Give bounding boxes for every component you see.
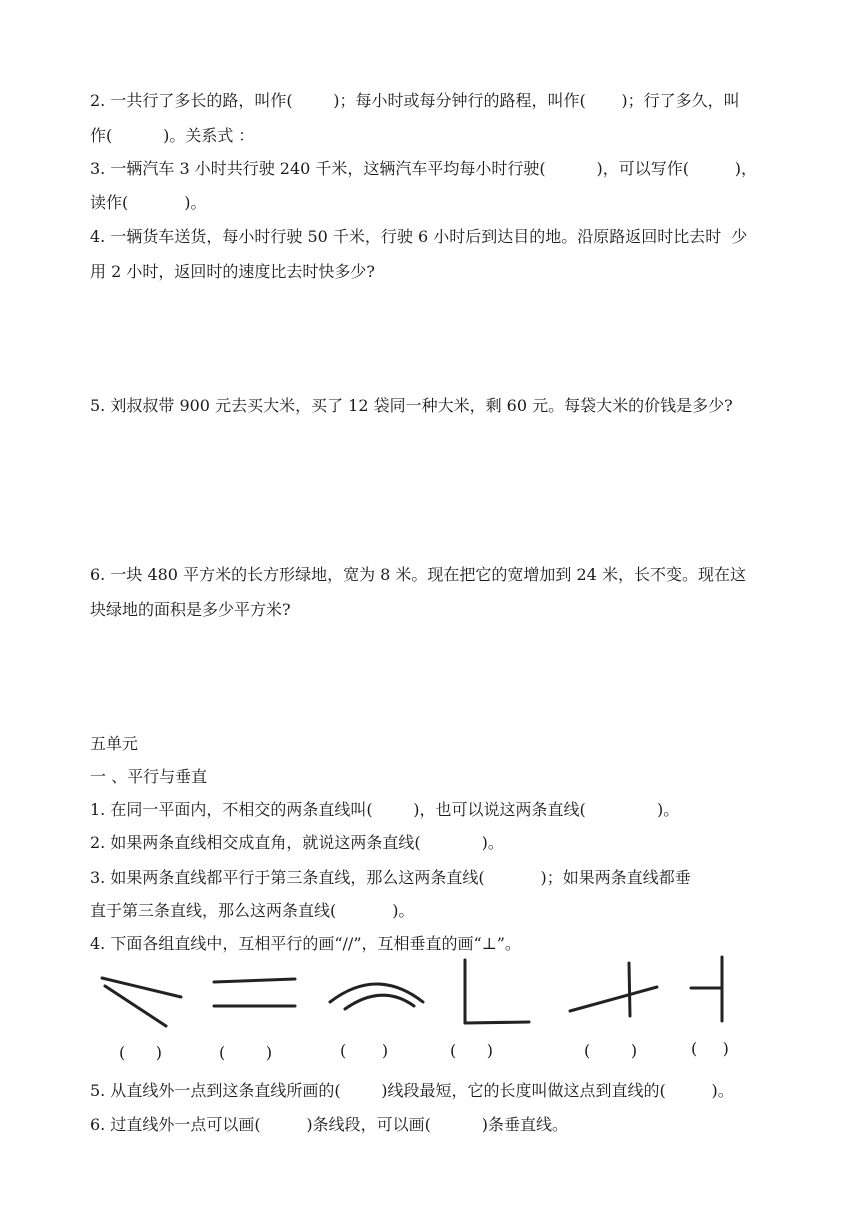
fig2-line-a	[214, 979, 295, 982]
answer-blank-6[interactable]: ( )	[691, 1039, 729, 1058]
q2-line1: 2. 一共行了多长的路，叫作( )；每小时或每分钟行的路程，叫作( )；行了多久，叫	[90, 91, 740, 110]
answer-blank-3[interactable]: ( )	[340, 1041, 389, 1060]
answer-blank-5[interactable]: ( )	[584, 1041, 638, 1060]
fig3-arc-b	[345, 995, 414, 1009]
q3-line2: 读作( )。	[90, 193, 207, 212]
answer-blank-1[interactable]: ( )	[119, 1043, 162, 1062]
fig5-line-vertical	[629, 963, 630, 1016]
unit-heading: 五单元	[90, 734, 139, 753]
answer-blank-2[interactable]: ( )	[219, 1043, 273, 1062]
u5-q3-line2: 直于第三条直线，那么这两条直线( )。	[90, 901, 415, 920]
q5-line: 5. 刘叔叔带 900 元去买大米，买了 12 袋同一种大米，剩 60 元。每袋大米的价钱是多少?	[90, 396, 733, 415]
fig4-line-horizontal	[465, 1022, 529, 1023]
u5-q4: 4. 下面各组直线中，互相平行的画“//”，互相垂直的画“⊥”。	[90, 934, 521, 953]
section-heading: 一 、平行与垂直	[90, 767, 208, 786]
q3-line1: 3. 一辆汽车 3 小时共行驶 240 千米，这辆汽车平均每小时行驶( )，可以写作( )，	[90, 159, 758, 178]
fig5-line-slant	[570, 987, 657, 1011]
q2-line2: 作( )。关系式 ：	[90, 126, 255, 145]
u5-q1: 1. 在同一平面内，不相交的两条直线叫( )，也可以说这两条直线( )。	[90, 800, 680, 819]
q6-line2: 块绿地的面积是多少平方米?	[90, 600, 291, 619]
fig1-line-a	[102, 978, 181, 997]
fig3-arc-a	[330, 984, 423, 1002]
u5-q5: 5. 从直线外一点到这条直线所画的( )线段最短，它的长度叫做这点到直线的( )。	[90, 1081, 734, 1100]
q6-line1: 6. 一块 480 平方米的长方形绿地，宽为 8 米。现在把它的宽增加到 24 米，长不变。现在这	[90, 565, 746, 584]
u5-q2: 2. 如果两条直线相交成直角，就说这两条直线( )。	[90, 833, 504, 852]
u5-q6: 6. 过直线外一点可以画( )条线段，可以画( )条垂直线。	[90, 1115, 568, 1134]
u5-q3-line1: 3. 如果两条直线都平行于第三条直线，那么这两条直线( )；如果两条直线都垂	[90, 868, 691, 887]
answer-blank-4[interactable]: ( )	[450, 1041, 493, 1060]
q4-line1: 4. 一辆货车送货，每小时行驶 50 千米，行驶 6 小时后到达目的地。沿原路返回时比去时 少	[90, 227, 748, 246]
q4-line2: 用 2 小时，返回时的速度比去时快多少?	[90, 262, 375, 281]
